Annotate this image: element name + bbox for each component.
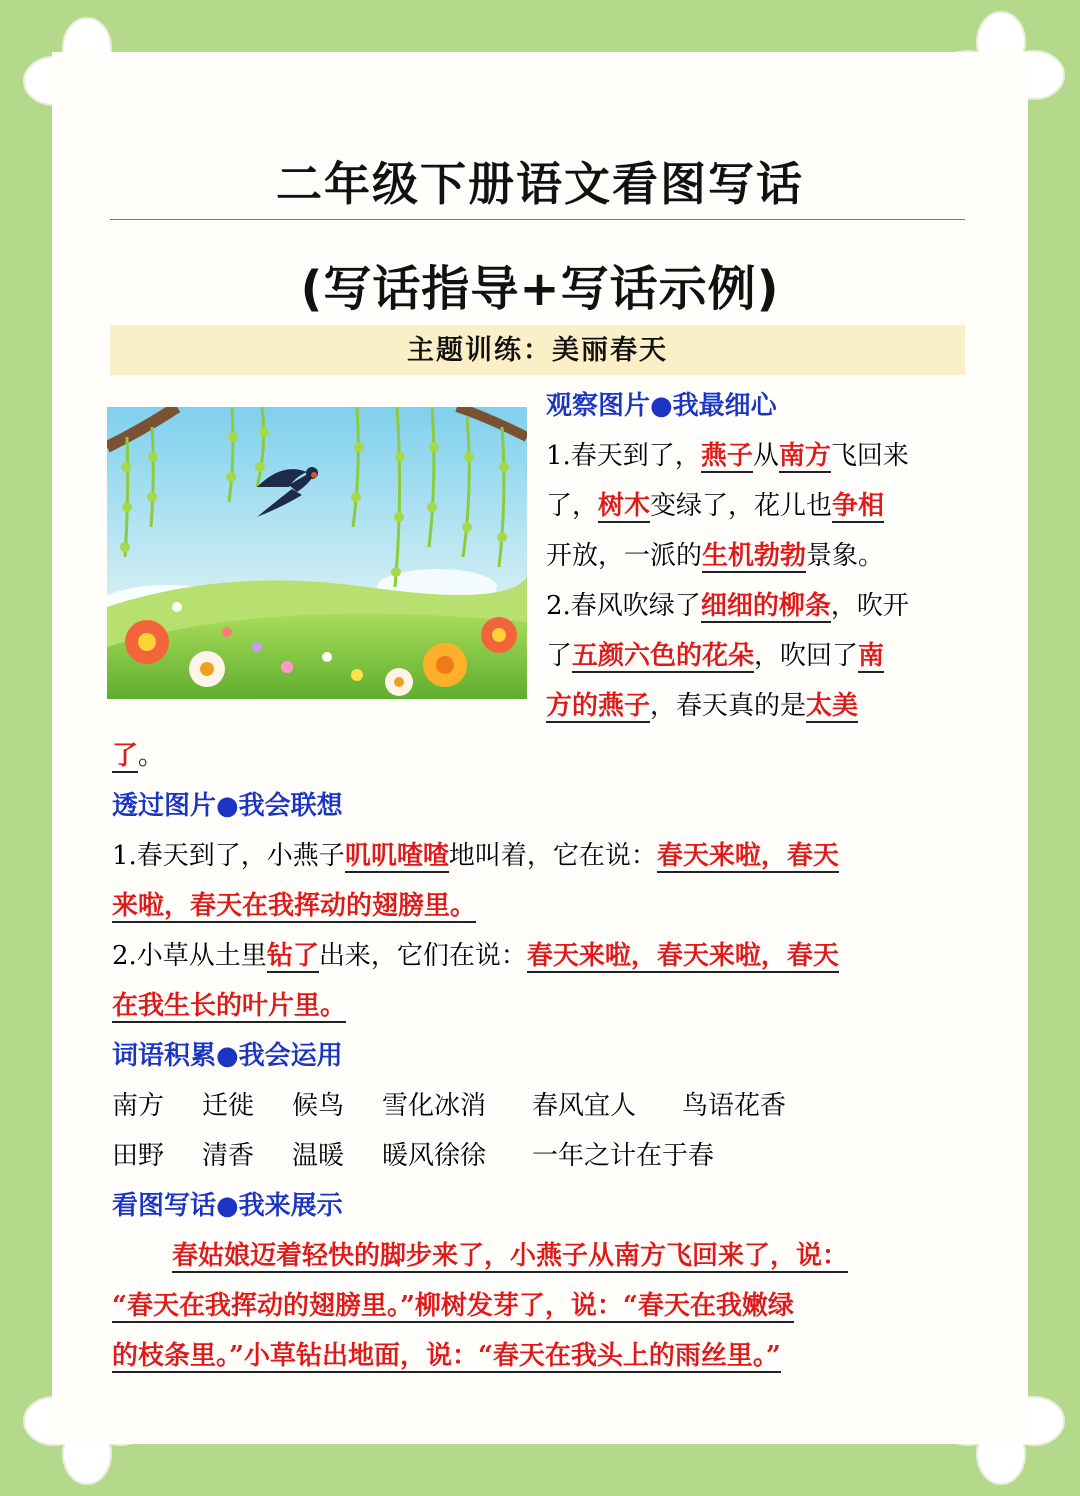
- keyword: 燕子: [700, 441, 753, 471]
- keyword: 春天来啦，春天: [656, 841, 839, 871]
- section-heading-imagine: 透过图片●我会联想: [112, 791, 343, 821]
- vocabulary-row-1: [112, 1081, 786, 1131]
- section-heading-showcase: 看图写话●我来展示: [112, 1191, 343, 1221]
- keyword: 争相: [832, 491, 885, 521]
- observe-para1-line2: [546, 481, 884, 531]
- vocab-word: 南方: [112, 1091, 165, 1121]
- keyword: 五颜六色的花朵: [572, 641, 755, 671]
- keyword: 方的燕子: [546, 691, 651, 721]
- vocab-word: 雪化冰消: [382, 1091, 487, 1121]
- theme-band: 主题训练：美丽春天: [110, 325, 965, 375]
- keyword: 树木: [598, 491, 651, 521]
- imagine-para2-line2: [112, 981, 346, 1031]
- imagine-para2-line1: [112, 931, 839, 981]
- keyword: 细细的柳条: [700, 591, 831, 621]
- sample-text: 的枝条里。”小草钻出地面，说：“春天在我头上的雨丝里。”: [112, 1341, 781, 1371]
- text: 飞回来: [830, 441, 909, 471]
- section-heading-vocabulary: 词语积累●我会运用: [112, 1041, 343, 1071]
- vocab-word: 清香: [202, 1141, 255, 1171]
- vocab-word: 鸟语花香: [682, 1091, 787, 1121]
- text: 地叫着，它在说：: [448, 841, 657, 871]
- showcase-line2: [112, 1281, 794, 1331]
- keyword: 钻了: [266, 941, 319, 971]
- text: ，吹开: [830, 591, 909, 621]
- keyword: 叽叽喳喳: [344, 841, 449, 871]
- page-subtitle: (写话指导+写话示例): [300, 261, 780, 317]
- imagine-para1-line2: [112, 881, 476, 931]
- text: 景象。: [806, 541, 885, 571]
- page-title: 二年级下册语文看图写话: [276, 157, 804, 211]
- vocab-word: 候鸟: [292, 1091, 345, 1121]
- section-heading-observe: 观察图片●我最细心: [546, 391, 777, 421]
- observe-para2-line4: [112, 731, 164, 781]
- text: 了，: [546, 491, 599, 521]
- observe-para2-line1: [546, 581, 909, 631]
- keyword: 南: [858, 641, 885, 671]
- keyword: 来啦，春天在我挥动的翅膀里。: [112, 891, 477, 921]
- spring-illustration: [107, 407, 527, 699]
- showcase-line3: [112, 1331, 781, 1381]
- text: 变绿了，花儿也: [650, 491, 833, 521]
- keyword: 在我生长的叶片里。: [112, 991, 347, 1021]
- text: 1.春天到了，小燕子: [112, 841, 345, 871]
- text: 从: [752, 441, 779, 471]
- vocab-word: 迁徙: [202, 1091, 255, 1121]
- keyword: 了: [112, 741, 139, 771]
- vocab-word: 暖风徐徐: [382, 1141, 487, 1171]
- text: ，春天真的是: [650, 691, 807, 721]
- vocab-word: 春风宜人: [532, 1091, 637, 1121]
- text: 了: [546, 641, 573, 671]
- showcase-line1: [172, 1231, 848, 1281]
- text: ，吹回了: [754, 641, 859, 671]
- text: 2.春风吹绿了: [546, 591, 701, 621]
- text: 出来，它们在说：: [318, 941, 527, 971]
- keyword: 生机勃勃: [702, 541, 807, 571]
- text: 开放，一派的: [546, 541, 703, 571]
- keyword: 南方: [778, 441, 831, 471]
- text: 2.小草从土里: [112, 941, 267, 971]
- observe-para2-line3: [546, 681, 858, 731]
- observe-para2-line2: [546, 631, 884, 681]
- vocab-word: 田野: [112, 1141, 165, 1171]
- observe-para1-line3: [546, 531, 884, 581]
- keyword: 太美: [806, 691, 859, 721]
- observe-para1-line1: [546, 431, 909, 481]
- vocabulary-row-2: [112, 1131, 714, 1181]
- title-divider: [110, 219, 965, 220]
- vocab-word: 温暖: [292, 1141, 345, 1171]
- text: 。: [138, 741, 165, 771]
- imagine-para1-line1: [112, 831, 839, 881]
- sample-text: 春姑娘迈着轻快的脚步来了，小燕子从南方飞回来了，说：: [172, 1241, 849, 1271]
- sample-text: “春天在我挥动的翅膀里。”柳树发芽了，说：“春天在我嫩绿: [112, 1291, 794, 1321]
- text: 1.春天到了，: [546, 441, 701, 471]
- keyword: 春天来啦，春天来啦，春天: [526, 941, 839, 971]
- vocab-word: 一年之计在于春: [532, 1141, 715, 1171]
